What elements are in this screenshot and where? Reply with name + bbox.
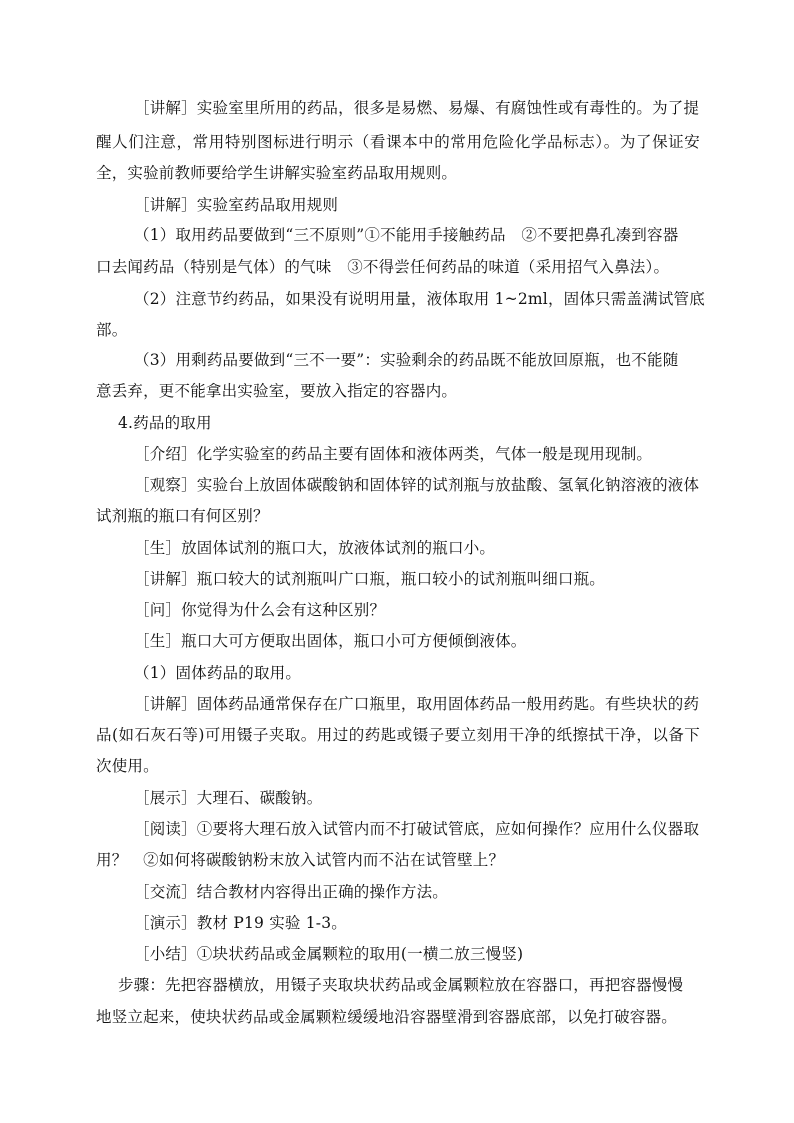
text-line: ［展示］大理石、碳酸钠。 bbox=[134, 789, 323, 807]
text-line: ［介绍］化学实验室的药品主要有固体和液体两类，气体一般是现用现制。 bbox=[134, 445, 653, 463]
text-line: ［讲解］瓶口较大的试剂瓶叫广口瓶，瓶口较小的试剂瓶叫细口瓶。 bbox=[134, 570, 606, 588]
text-line: ［讲解］固体药品通常保存在广口瓶里，取用固体药品一般用药匙。有些块状的药 bbox=[134, 695, 700, 713]
text-line: 部。 bbox=[96, 321, 128, 339]
text-line: ［讲解］实验室药品取用规则 bbox=[134, 196, 339, 214]
text-line: 口去闻药品（特别是气体）的气味 ③不得尝任何药品的味道（采用招气入鼻法）。 bbox=[96, 258, 670, 276]
text-line: （1）取用药品要做到“三不原则”①不能用手接触药品 ②不要把鼻孔凑到容器 bbox=[134, 226, 679, 244]
text-line: 品(如石灰石等)可用镊子夹取。用过的药匙或镊子要立刻用干净的纸擦拭干净，以备下 bbox=[96, 726, 700, 744]
text-line: 地竖立起来，使块状药品或金属颗粒缓缓地沿容器壁滑到容器底部，以免打破容器。 bbox=[96, 1008, 677, 1026]
text-line: 试剂瓶的瓶口有何区别？ bbox=[96, 507, 269, 525]
text-line: 次使用。 bbox=[96, 757, 159, 775]
text-line: ［交流］结合教材内容得出正确的操作方法。 bbox=[134, 883, 449, 901]
text-line: 醒人们注意，常用特别图标进行明示（看课本中的常用危险化学品标志）。为了保证安 bbox=[96, 133, 700, 151]
text-line: ［生］瓶口大可方便取出固体，瓶口小可方便倾倒液体。 bbox=[134, 632, 527, 650]
text-line: 意丢弃，更不能拿出实验室，要放入指定的容器内。 bbox=[96, 382, 458, 400]
text-line: ［观察］实验台上放固体碳酸钠和固体锌的试剂瓶与放盐酸、氢氧化钠溶液的液体 bbox=[134, 476, 700, 494]
text-line: 用？ ②如何将碳酸钠粉末放入试管内而不沾在试管壁上？ bbox=[96, 851, 505, 869]
text-line: ［问］你觉得为什么会有这种区别？ bbox=[134, 601, 386, 619]
text-line: ［演示］教材 P19 实验 1-3。 bbox=[134, 914, 347, 932]
text-line: ［小结］①块状药品或金属颗粒的取用(一横二放三慢竖) bbox=[134, 945, 524, 963]
text-line: （1）固体药品的取用。 bbox=[134, 664, 302, 682]
text-line: （3）用剩药品要做到“三不一要”：实验剩余的药品既不能放回原瓶，也不能随 bbox=[134, 351, 679, 369]
text-line: ［讲解］实验室里所用的药品，很多是易燃、易爆、有腐蚀性或有毒性的。为了提 bbox=[134, 99, 700, 117]
section-heading: 4.药品的取用 bbox=[118, 414, 212, 432]
text-line: 全，实验前教师要给学生讲解实验室药品取用规则。 bbox=[96, 164, 458, 182]
text-line: （2）注意节约药品，如果没有说明用量，液体取用 1~2ml，固体只需盖满试管底 bbox=[134, 290, 705, 308]
text-line: 步骤：先把容器横放，用镊子夹取块状药品或金属颗粒放在容器口，再把容器慢慢 bbox=[118, 976, 684, 994]
text-line: ［生］放固体试剂的瓶口大，放液体试剂的瓶口小。 bbox=[134, 539, 496, 557]
text-line: ［阅读］①要将大理石放入试管内而不打破试管底，应如何操作？应用什么仪器取 bbox=[134, 820, 700, 838]
